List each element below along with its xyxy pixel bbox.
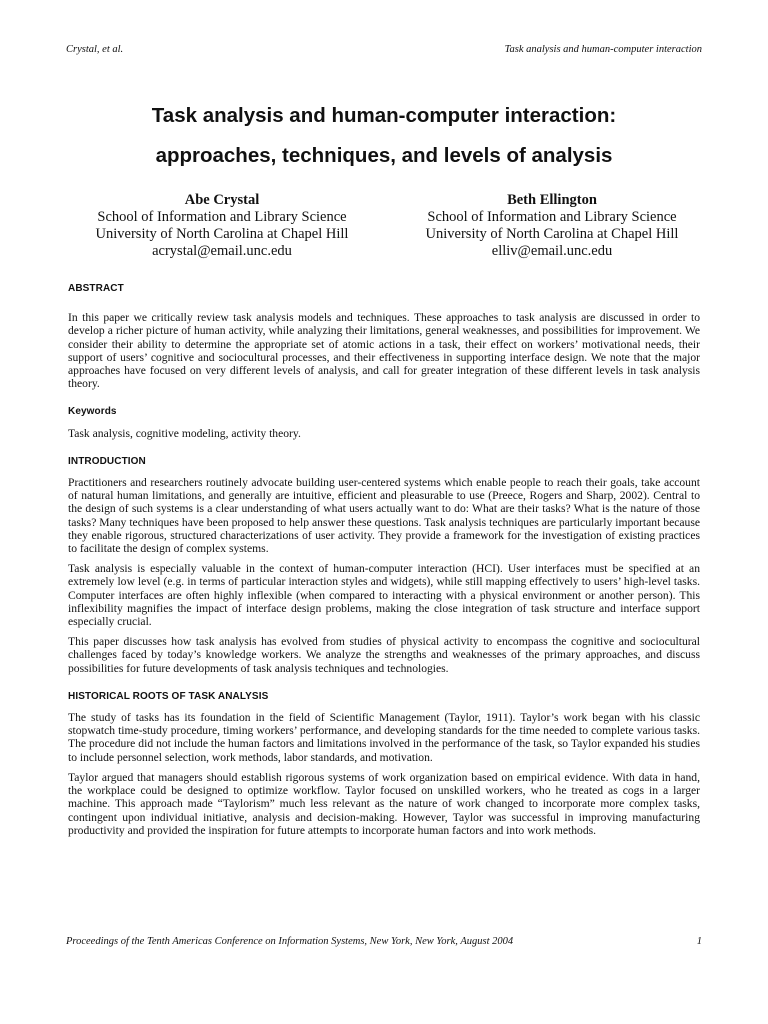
paragraph: This paper discusses how task analysis has evolved from studies of physical activity to encompass the cognitive and sociocultural challenges faced by today’s knowledge workers. We analyze the strengths and weaknesses of the primary approaches, and discuss possibilities for future developments of task analysis techniques and technologies. [68, 635, 700, 675]
running-head-title: Task analysis and human-computer interaction [504, 44, 702, 55]
author-name: Beth Ellington [507, 192, 597, 208]
running-head-authors: Crystal, et al. [66, 44, 124, 55]
keywords-heading: Keywords [68, 406, 117, 418]
keywords-text: Task analysis, cognitive modeling, activity theory. [68, 426, 301, 440]
footer-proceedings: Proceedings of the Tenth Americas Conference on Information Systems, New York, New York, August 2004 [66, 936, 514, 947]
abstract-text: In this paper we critically review task analysis models and techniques. These approaches to task analysis are discussed in order to develop a richer picture of human activity, while analyzing their limitations, general weaknesses, and possibilities for improvement. We consider their ability to determine the appropriate set of atomic actions in a task, their effect on workers’ motivational needs, their support of users’ cognitive and sociocultural processes, and their effectiveness in supporting interface design. We note that the major approaches have focused on very different levels of analysis, and call for greater integration of these different levels in task analysis theory. [68, 311, 700, 391]
paper-title-line-1: Task analysis and human-computer interaction: [151, 104, 617, 127]
author-email: acrystal@email.unc.edu [152, 243, 292, 259]
paragraph: Practitioners and researchers routinely advocate building user-centered systems which enable people to reach their goals, take account of natural human limitations, and generally are intuitive, efficient and pleasurable to use (Preece, Rogers and Sharp, 2002). Central to the design of such systems is a clear understanding of what users actually want to do: What are their tasks? What is the nature of those tasks? Many techniques have been proposed to help answer these questions. Task analysis techniques are particularly important because they enable rigorous, structured characterizations of user activity. They provide a framework for the investigation of existing practices to facilitate the design of complex systems. [68, 476, 700, 556]
author-affiliation: School of Information and Library Science [427, 209, 677, 225]
paragraph: The study of tasks has its foundation in the field of Scientific Management (Taylor, 1911). Taylor’s work began with his classic stopwatch time-study procedure, timing workers’ performance, and developing standards for the time needed to complete various tasks. The procedure did not include the human factors and limitations involved in the performance of the task, so Taylor expanded his studies to include personnel selection, work methods, labor standards, and motivation. [68, 711, 700, 764]
author-university: University of North Carolina at Chapel Hill [425, 226, 679, 242]
author-university: University of North Carolina at Chapel Hill [95, 226, 349, 242]
historical-heading: HISTORICAL ROOTS OF TASK ANALYSIS [68, 690, 269, 702]
page-footer [66, 936, 702, 947]
author-block [66, 192, 708, 260]
page-number: 1 [696, 936, 702, 947]
paragraph: Taylor argued that managers should establish rigorous systems of work organization based on empirical evidence. With data in hand, the workplace could be designed to optimize workflow. Taylor focused on unskilled workers, who he treated as cogs in a larger machine. This approach made “Taylorism” much less relevant as the nature of work changed to incorporate more complex tasks, contingent upon individual initiative, analysis and decision-making. However, Taylor was successful in improving manufacturing productivity and provided the inspiration for future attempts to incorporate human factors and into work methods. [68, 770, 700, 837]
running-head [66, 44, 702, 55]
author-name: Abe Crystal [184, 192, 260, 208]
introduction-heading: INTRODUCTION [68, 455, 146, 467]
author-email: elliv@email.unc.edu [491, 243, 613, 259]
paper-body [68, 282, 700, 844]
paragraph: Task analysis is especially valuable in the context of human-computer interaction (HCI). User interfaces must be specified at an extremely low level (e.g. in terms of particular interaction styles and widgets), while still mapping effectively to users’ high-level tasks. Computer interfaces are often highly inflexible (when compared to interacting with a physical environment or another person). This inflexibility magnifies the impact of interface design problems, making the close integration of task structure and interface support especially crucial. [68, 562, 700, 629]
author-affiliation: School of Information and Library Science [97, 209, 347, 225]
author-2 [396, 192, 708, 260]
paper-title-line-2: approaches, techniques, and levels of analysis [155, 144, 613, 167]
paper-title [40, 96, 728, 176]
author-1 [66, 192, 378, 260]
abstract-heading: ABSTRACT [68, 283, 124, 294]
